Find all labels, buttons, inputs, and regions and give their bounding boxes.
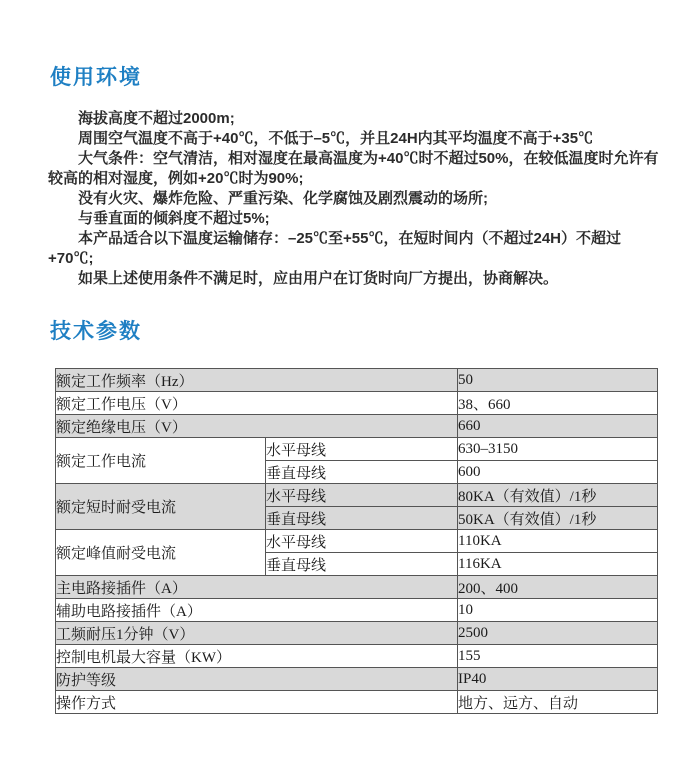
spec-table-body (56, 369, 658, 714)
param-value: 155 (458, 645, 658, 668)
param-label: 防护等级 (56, 668, 458, 691)
table-row (56, 576, 658, 599)
table-row (56, 415, 658, 438)
environment-paragraph: 本产品适合以下温度运输储存：–25℃至+55℃，在短时间内（不超过24H）不超过+70℃; (48, 230, 621, 267)
environment-paragraphs (48, 109, 666, 289)
param-value: 630–3150 (458, 438, 658, 461)
param-group-label: 额定峰值耐受电流 (56, 530, 266, 576)
table-row (56, 622, 658, 645)
environment-paragraph: 没有火灾、爆炸危险、严重污染、化学腐蚀及剧烈震动的场所; (78, 190, 488, 207)
param-value: 116KA (458, 553, 658, 576)
table-row (56, 369, 658, 392)
table-row (56, 599, 658, 622)
param-label: 操作方式 (56, 691, 458, 714)
param-value: 50 (458, 369, 658, 392)
param-sublabel: 水平母线 (266, 484, 458, 507)
table-row (56, 645, 658, 668)
param-group-label: 额定工作电流 (56, 438, 266, 484)
table-subrow (56, 484, 658, 507)
param-sublabel: 垂直母线 (266, 553, 458, 576)
spec-table (55, 368, 658, 714)
section-title-parameters: 技术参数 (50, 320, 142, 343)
param-group-label: 额定短时耐受电流 (56, 484, 266, 530)
param-label: 额定工作频率（Hz） (56, 369, 458, 392)
param-label: 额定绝缘电压（V） (56, 415, 458, 438)
environment-paragraph: 与垂直面的倾斜度不超过5%; (78, 210, 270, 227)
param-sublabel: 水平母线 (266, 438, 458, 461)
param-sublabel: 垂直母线 (266, 507, 458, 530)
param-value: 80KA（有效值）/1秒 (458, 484, 658, 507)
table-row (56, 392, 658, 415)
param-label: 额定工作电压（V） (56, 392, 458, 415)
param-value: 660 (458, 415, 658, 438)
param-label: 主电路接插件（A） (56, 576, 458, 599)
section-title-environment: 使用环境 (50, 66, 142, 89)
param-value: 200、400 (458, 576, 658, 599)
param-sublabel: 水平母线 (266, 530, 458, 553)
param-label: 控制电机最大容量（KW） (56, 645, 458, 668)
table-subrow (56, 530, 658, 553)
param-value: 2500 (458, 622, 658, 645)
param-value: IP40 (458, 668, 658, 691)
param-value: 600 (458, 461, 658, 484)
table-row (56, 691, 658, 714)
table-row (56, 668, 658, 691)
param-sublabel: 垂直母线 (266, 461, 458, 484)
param-value: 110KA (458, 530, 658, 553)
environment-paragraph: 海拔高度不超过2000m; (78, 110, 235, 127)
param-value: 50KA（有效值）/1秒 (458, 507, 658, 530)
param-label: 辅助电路接插件（A） (56, 599, 458, 622)
environment-paragraph: 周围空气温度不高于+40℃，不低于–5℃，并且24H内其平均温度不高于+35℃ (78, 130, 594, 147)
param-value: 38、660 (458, 392, 658, 415)
param-label: 工频耐压1分钟（V） (56, 622, 458, 645)
environment-paragraph: 大气条件：空气清洁，相对湿度在最高温度为+40℃时不超过50%，在较低温度时允许有较高的相对湿度，例如+20℃时为90%; (48, 150, 659, 187)
environment-paragraph: 如果上述使用条件不满足时，应由用户在订货时向厂方提出，协商解决。 (78, 270, 559, 287)
param-value: 地方、远方、自动 (458, 691, 658, 714)
table-subrow (56, 438, 658, 461)
param-value: 10 (458, 599, 658, 622)
